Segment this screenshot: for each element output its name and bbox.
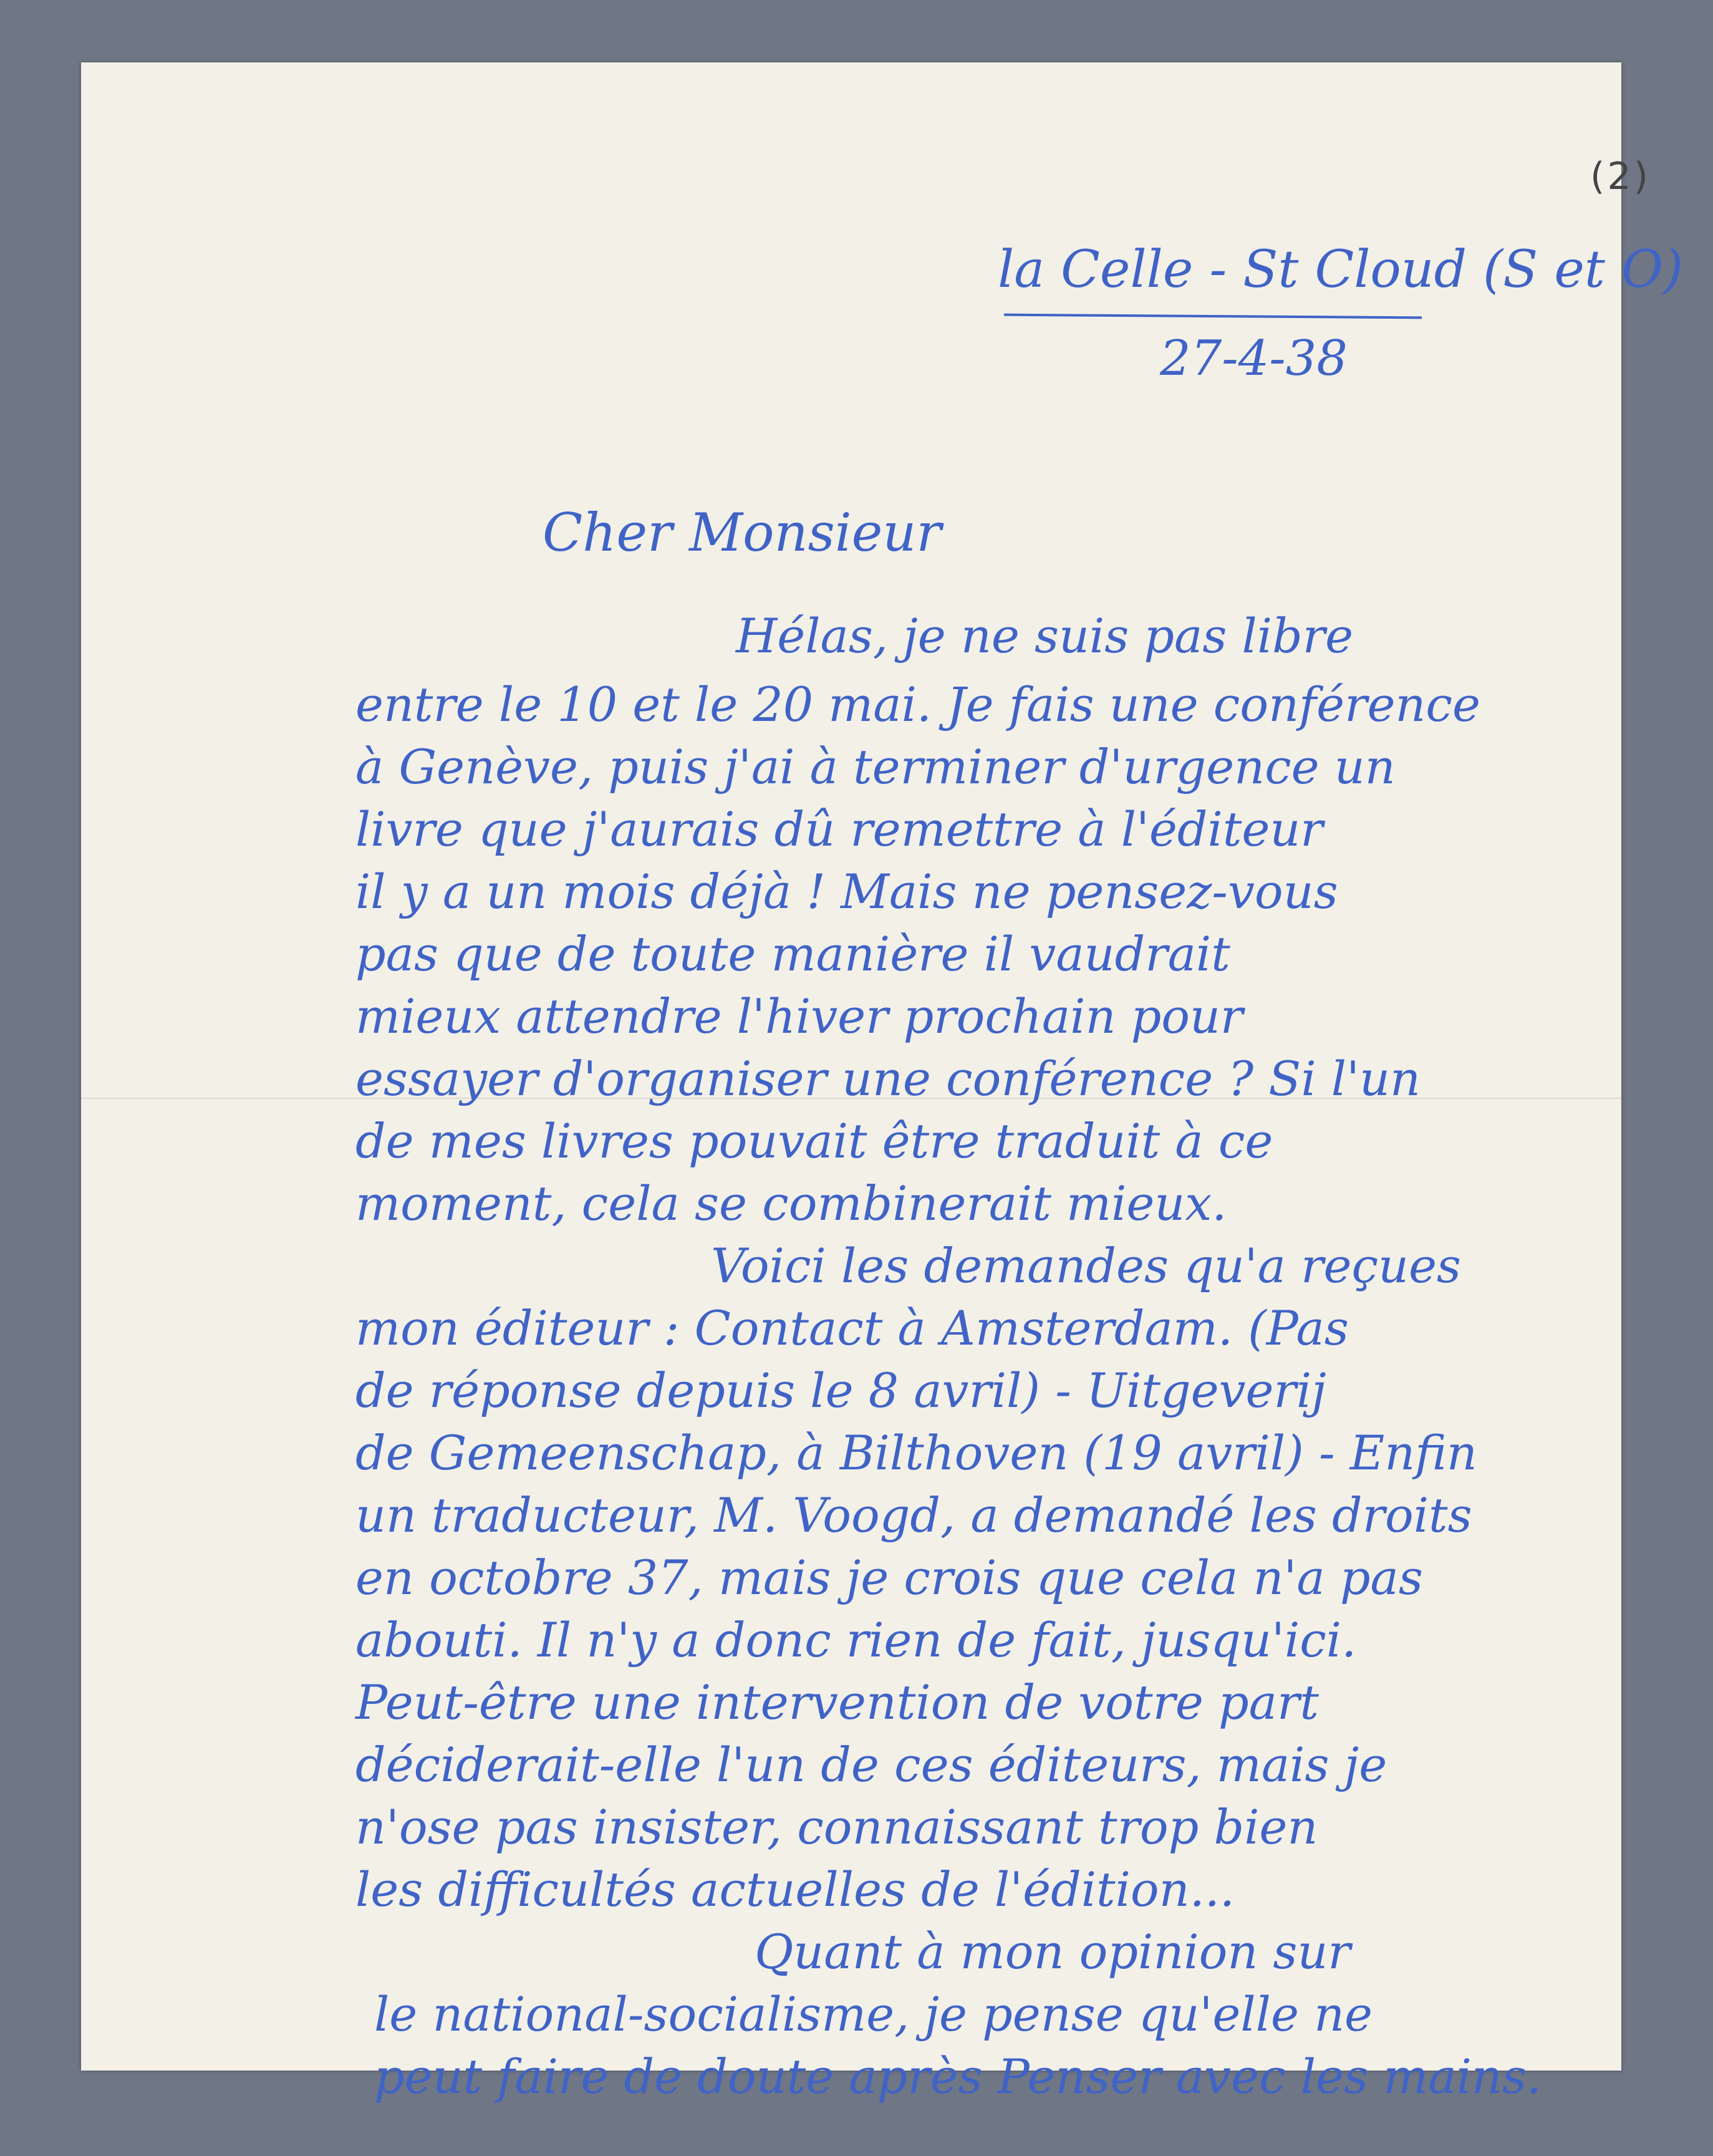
letter-line: essayer d'organiser une conférence ? Si l'un	[355, 1051, 1421, 1106]
archive-page-number: (2)	[1590, 155, 1651, 198]
letter-line: pas que de toute manière il vaudrait	[355, 926, 1230, 982]
letter-line: il y a un mois déjà ! Mais ne pensez-vous	[355, 864, 1338, 919]
letter-line: de réponse depuis le 8 avril) - Uitgeverij	[355, 1363, 1326, 1418]
letter-line: moment, cela se combinerait mieux.	[355, 1176, 1227, 1231]
letter-line: peut faire de doute après Penser avec les mains.	[374, 2049, 1542, 2104]
letter-line: de mes livres pouvait être traduit à ce	[355, 1113, 1273, 1169]
letter-line: un traducteur, M. Voogd, a demandé les droits	[355, 1487, 1472, 1543]
letter-line: entre le 10 et le 20 mai. Je fais une conférence	[355, 677, 1480, 732]
letter-date: 27-4-38	[1160, 331, 1348, 387]
letter-salutation: Cher Monsieur	[543, 502, 942, 563]
letter-line: Voici les demandes qu'a reçues	[711, 1238, 1461, 1293]
letter-line: Quant à mon opinion sur	[755, 1924, 1351, 1980]
letter-line: mieux attendre l'hiver prochain pour	[355, 989, 1243, 1044]
letter-place: la Celle - St Cloud (S et O)	[998, 240, 1684, 299]
letter-line: déciderait-elle l'un de ces éditeurs, mais je	[355, 1737, 1387, 1792]
letter-line: de Gemeenschap, à Bilthoven (19 avril) - Enfin	[355, 1425, 1477, 1481]
letter-line: en octobre 37, mais je crois que cela n'a pas	[355, 1550, 1423, 1605]
letter-line: à Genève, puis j'ai à terminer d'urgence un	[355, 739, 1396, 795]
letter-line: abouti. Il n'y a donc rien de fait, jusqu'ici.	[355, 1612, 1357, 1668]
letter-line: mon éditeur : Contact à Amsterdam. (Pas	[355, 1300, 1349, 1356]
letter-line: livre que j'aurais dû remettre à l'éditeur	[355, 801, 1323, 857]
letter-line: Peut-être une intervention de votre part	[355, 1675, 1319, 1730]
letter-line: n'ose pas insister, connaissant trop bien	[355, 1799, 1318, 1855]
letter-line: les difficultés actuelles de l'édition...	[355, 1862, 1235, 1917]
place-underline	[1004, 314, 1422, 319]
letter-sheet	[81, 62, 1684, 2104]
letter-line: Hélas, je ne suis pas libre	[736, 608, 1354, 664]
letter-line: le national-socialisme, je pense qu'elle ne	[374, 1986, 1373, 2042]
